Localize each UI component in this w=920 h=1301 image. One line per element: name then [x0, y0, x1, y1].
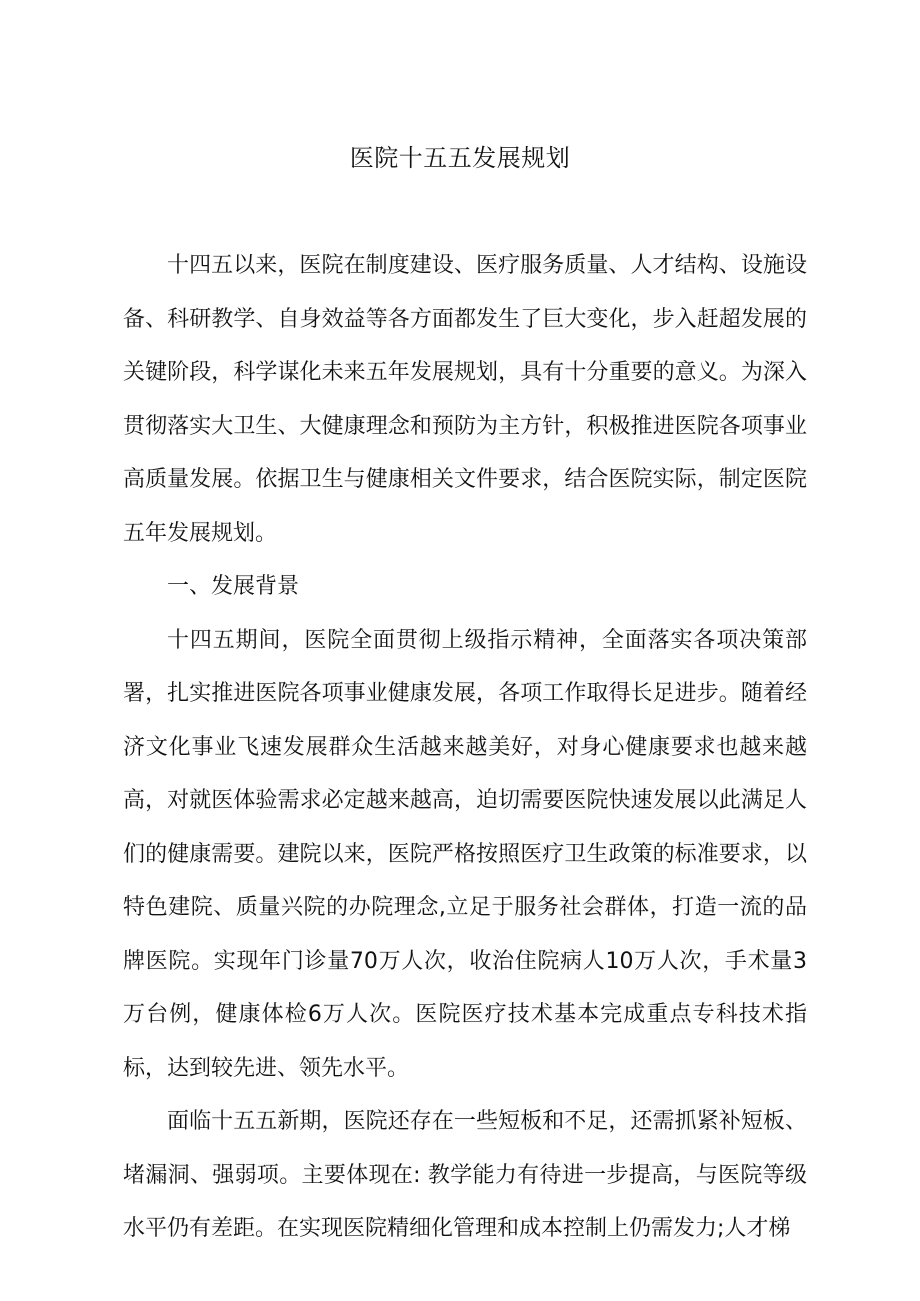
background-paragraph: 十四五期间，医院全面贯彻上级指示精神，全面落实各项决策部署，扎实推进医院各项事业健康发展，各项工作取得长足进步。随着经济文化事业飞速发展群众生活越来越美好，对身心健康要求也越来越高，对就医体验需求必定越来越高，迫切需要医院快速发展以此满足人们的健康需要。建院以来，医院严格按照医疗卫生政策的标准要求，以特色建院、质量兴院的办院理念,立足于服务社会群体，打造一流的品牌医院。实现年门诊量70万人次，收治住院病人10万人次，手术量3万台例，健康体检6万人次。医院医疗技术基本完成重点专科技术指标，达到较先进、领先水平。	[123, 627, 807, 1081]
section-heading-background: 一、发展背景	[167, 574, 300, 599]
challenges-paragraph: 面临十五五新期，医院还存在一些短板和不足，还需抓紧补短板、堵漏洞、强弱项。主要体现在: 教学能力有待进一步提高，与医院等级水平仍有差距。在实现医院精细化管理和成本控制上仍需发力;人才梯	[123, 1109, 807, 1241]
intro-paragraph: 十四五以来，医院在制度建设、医疗服务质量、人才结构、设施设备、科研教学、自身效益等各方面都发生了巨大变化，步入赶超发展的关键阶段，科学谋化未来五年发展规划，具有十分重要的意义。为深入贯彻落实大卫生、大健康理念和预防为主方针，积极推进医院各项事业高质量发展。依据卫生与健康相关文件要求，结合医院实际，制定医院五年发展规划。	[123, 253, 807, 546]
document-body	[123, 239, 807, 1256]
document-title: 医院十五五发展规划	[349, 144, 571, 172]
